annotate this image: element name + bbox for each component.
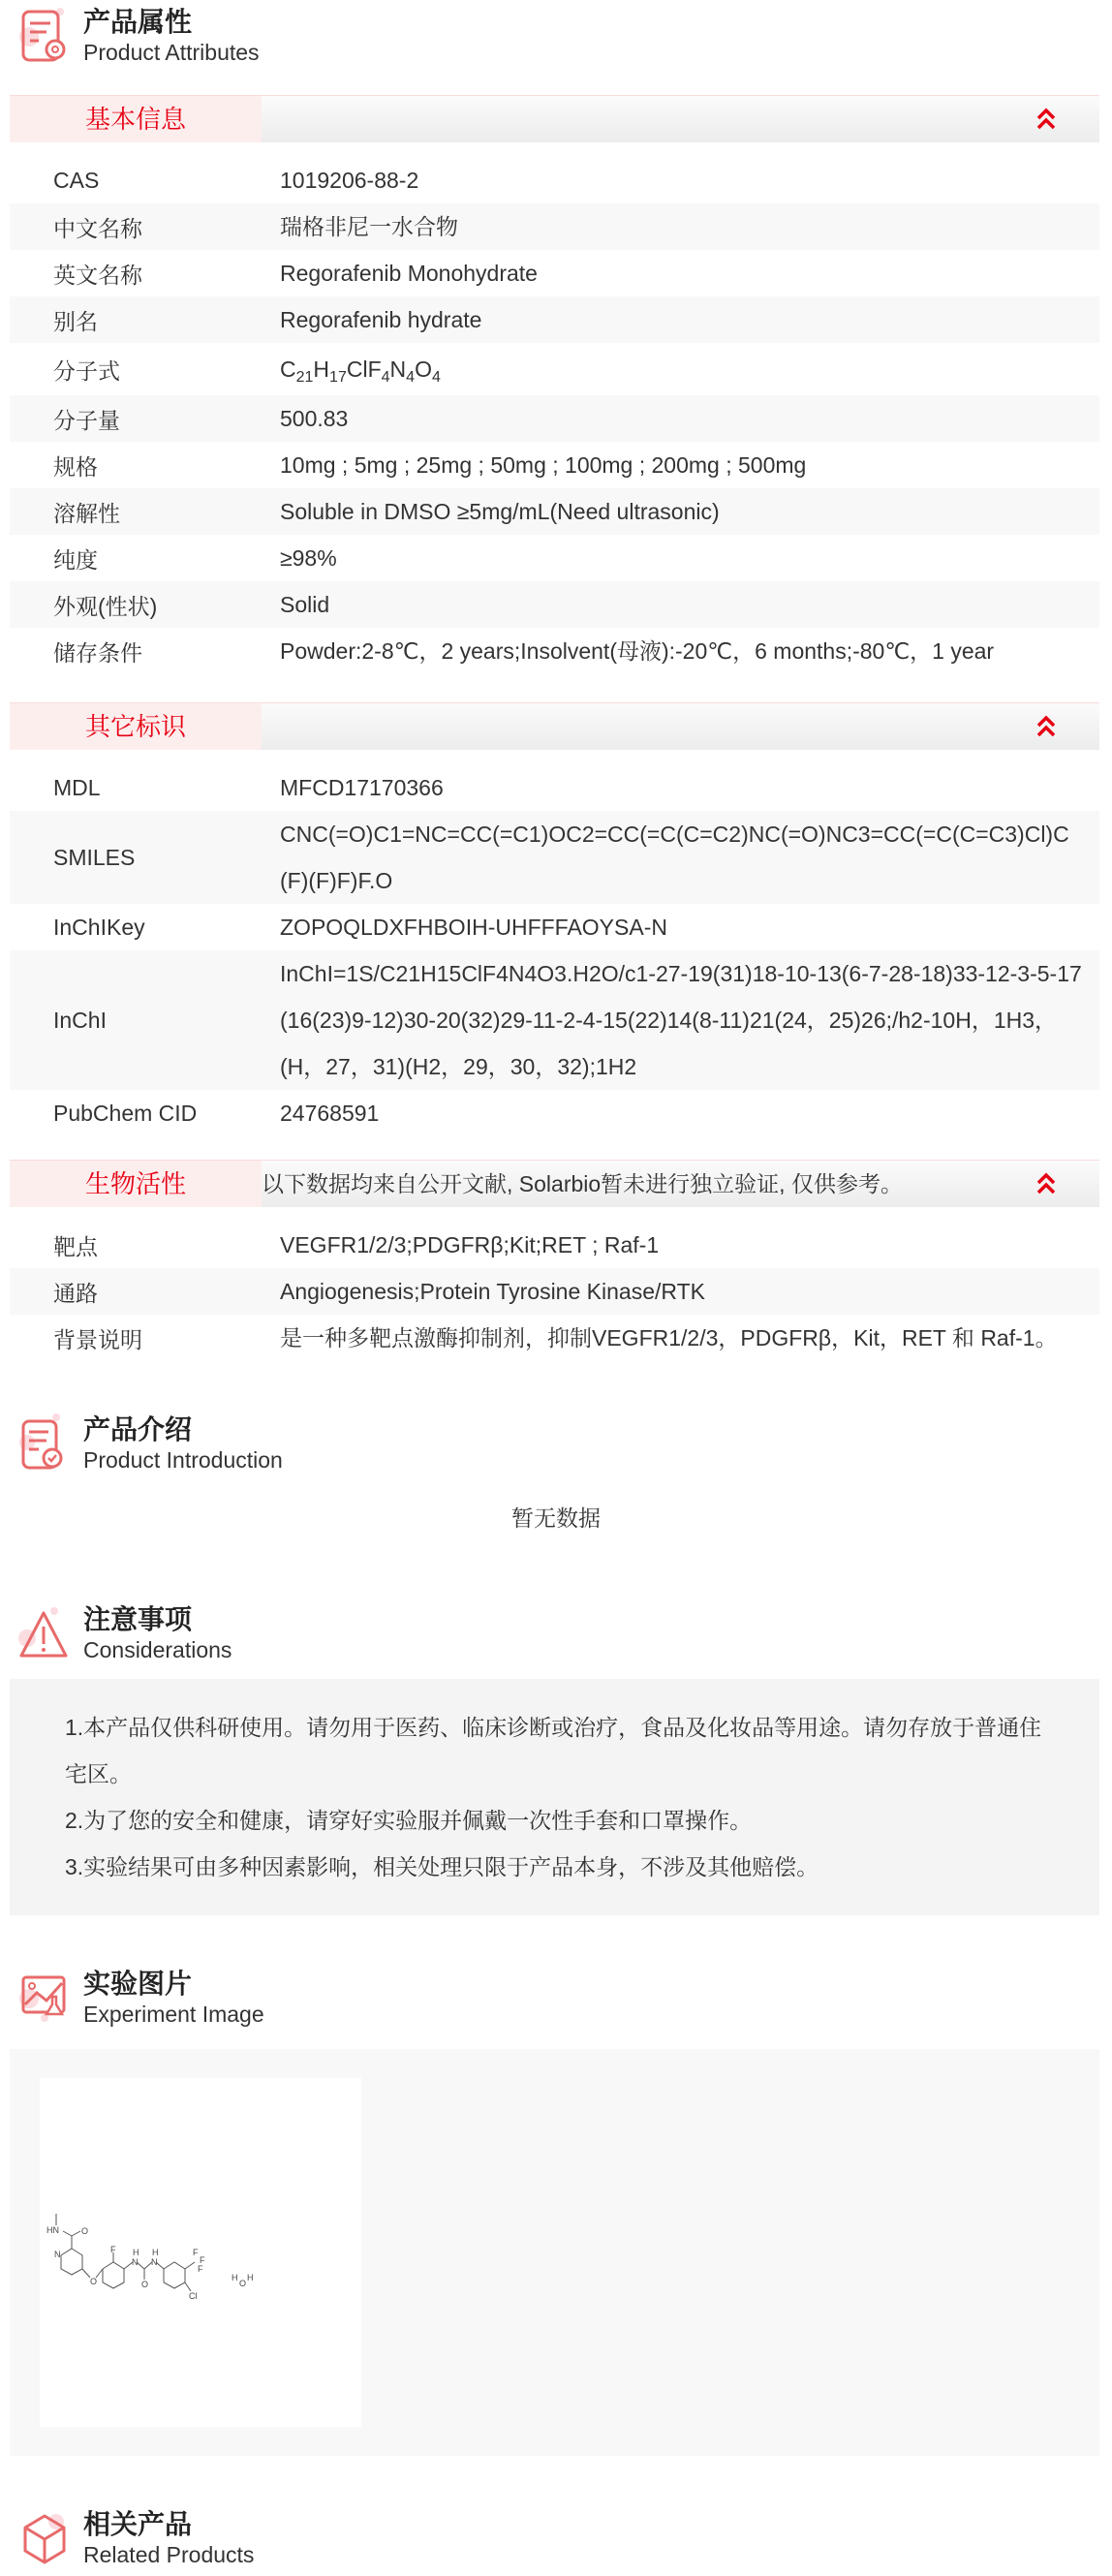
table-row — [10, 904, 1099, 950]
row-value: 1019206-88-2 — [280, 168, 419, 193]
section-header-experiment — [0, 1962, 1112, 2030]
section-title-en: Considerations — [83, 1637, 232, 1662]
row-value: CNC(=O)C1=NC=CC(=C1)OC2=CC(=C(C=C2)NC(=O)NC3=CC(=C(C=C3)Cl)C(F)(F)F)F.O — [280, 822, 1069, 893]
row-label: 规格 — [53, 453, 98, 480]
section-header-introduction — [0, 1408, 1112, 1475]
section-title-en: Experiment Image — [83, 2002, 264, 2027]
svg-text:N: N — [54, 2250, 61, 2259]
svg-text:H: H — [232, 2273, 238, 2282]
row-value: Regorafenib Monohydrate — [280, 261, 538, 286]
molecular-formula: $C_{21}H_{17}ClF_4N_4O_4$ — [280, 357, 441, 386]
row-label: InChI — [53, 1007, 107, 1033]
table-row — [10, 1222, 1099, 1268]
bio-activity-table — [10, 1222, 1099, 1361]
svg-text:H: H — [247, 2273, 254, 2282]
table-row — [10, 203, 1099, 250]
double-chevron-up-icon[interactable] — [1035, 1172, 1057, 1195]
consideration-item: 3.实验结果可由多种因素影响，相关处理只限于产品本身，不涉及其他赔偿。 — [65, 1854, 819, 1879]
table-row — [10, 1315, 1099, 1361]
basic-info-bar[interactable] — [10, 95, 1099, 142]
other-ids-table — [10, 764, 1099, 1136]
image-flask-icon — [17, 1968, 72, 2026]
table-row — [10, 535, 1099, 581]
cube-icon — [17, 2508, 72, 2566]
row-label: 储存条件 — [53, 639, 142, 666]
bio-activity-bar[interactable] — [10, 1160, 1099, 1207]
warning-triangle-icon — [17, 1603, 72, 1661]
svg-text:HN: HN — [46, 2225, 59, 2235]
table-row — [10, 764, 1099, 811]
double-chevron-up-icon[interactable] — [1035, 715, 1057, 738]
consideration-item: 1.本产品仅供科研使用。请勿用于医药、临床诊断或治疗，食品及化妆品等用途。请勿存放于普通住宅区。 — [65, 1715, 1042, 1786]
section-title-en: Related Products — [83, 2542, 255, 2567]
svg-text:F: F — [198, 2264, 203, 2274]
basic-info-table — [10, 157, 1099, 674]
row-label: 纯度 — [53, 546, 98, 573]
considerations-panel — [10, 1679, 1099, 1915]
row-value: 是一种多靶点激酶抑制剂，抑制VEGFR1/2/3，PDGFRβ，Kit，RET 和 Raf-1。 — [280, 1325, 1058, 1350]
disclaimer-note: 以下数据均来自公开文献, Solarbio暂未进行独立验证, 仅供参考。 — [262, 1171, 903, 1196]
consideration-item: 2.为了您的安全和健康，请穿好实验服并佩戴一次性手套和口罩操作。 — [65, 1808, 753, 1833]
table-row — [10, 296, 1099, 343]
row-label: 分子量 — [53, 407, 120, 433]
row-value: ZOPOQLDXFHBOIH-UHFFFAOYSA-N — [280, 915, 667, 940]
table-row — [10, 395, 1099, 442]
table-row — [10, 250, 1099, 296]
document-gear-icon — [17, 6, 72, 64]
row-value: 24768591 — [280, 1101, 380, 1126]
row-label: 外观(性状) — [53, 593, 158, 619]
svg-text:O: O — [141, 2280, 149, 2289]
row-label: SMILES — [53, 844, 136, 870]
row-label: InChIKey — [53, 914, 145, 940]
table-row — [10, 157, 1099, 203]
svg-text:F: F — [110, 2245, 116, 2254]
svg-text:H: H — [133, 2248, 139, 2257]
row-value: Angiogenesis;Protein Tyrosine Kinase/RTK — [280, 1279, 705, 1304]
section-header-considerations — [0, 1598, 1112, 1665]
section-header-related — [0, 2502, 1112, 2570]
row-label: CAS — [53, 167, 100, 193]
table-row — [10, 442, 1099, 488]
row-label: PubChem CID — [53, 1100, 198, 1126]
row-label: 靶点 — [53, 1233, 98, 1259]
row-value: MFCD17170366 — [280, 775, 444, 800]
section-title-en: Product Introduction — [83, 1447, 283, 1473]
row-value: Regorafenib hydrate — [280, 307, 482, 332]
table-row — [10, 343, 1099, 395]
section-header-attributes — [0, 0, 1112, 95]
row-label: MDL — [53, 774, 101, 800]
row-value: 500.83 — [280, 406, 349, 431]
document-check-icon — [17, 1413, 72, 1472]
experiment-image-panel — [10, 2049, 1099, 2456]
table-row — [10, 1090, 1099, 1136]
section-title-cn: 注意事项 — [83, 1604, 193, 1634]
svg-text:N: N — [151, 2257, 158, 2267]
row-value: InChI=1S/C21H15ClF4N4O3.H2O/c1-27-19(31)18-10-13(6-7-28-18)33-12-3-5-17(16(23)9-12)30-20(32)29-11-2-4-15(22)14(8-11)21(24，25)26;/h2-10H，1H3，(H，27，31)(H2，29，30，32);1H2 — [280, 961, 1082, 1079]
section-title-en: Product Attributes — [83, 40, 260, 65]
section-title-cn: 实验图片 — [83, 1969, 193, 1999]
row-label: 英文名称 — [53, 262, 142, 288]
table-row — [10, 1268, 1099, 1315]
empty-state: 暂无数据 — [511, 1505, 601, 1531]
row-label: 分子式 — [53, 357, 120, 384]
row-value: ≥98% — [280, 545, 337, 571]
table-row — [10, 950, 1099, 1090]
svg-text:F: F — [200, 2255, 205, 2265]
svg-text:O: O — [90, 2277, 98, 2286]
svg-text:Cl: Cl — [189, 2291, 198, 2301]
row-value: Powder:2-8℃，2 years;Insolvent(母液):-20℃，6 months;-80℃，1 year — [280, 638, 995, 664]
svg-text:O: O — [239, 2279, 247, 2288]
svg-text:N: N — [132, 2257, 139, 2267]
table-row — [10, 581, 1099, 628]
row-value: 10mg ; 5mg ; 25mg ; 50mg ; 100mg ; 200mg ; 500mg — [280, 452, 807, 478]
chemical-structure-image[interactable] — [40, 2078, 361, 2427]
row-label: 别名 — [53, 308, 98, 334]
section-title-cn: 产品属性 — [83, 7, 193, 37]
double-chevron-up-icon[interactable] — [1035, 108, 1057, 131]
other-ids-bar[interactable] — [10, 702, 1099, 750]
table-row — [10, 628, 1099, 674]
svg-text:O: O — [81, 2226, 89, 2236]
svg-text:H: H — [152, 2248, 159, 2257]
row-label: 溶解性 — [53, 500, 120, 526]
row-label: 背景说明 — [53, 1326, 142, 1352]
regorafenib-structure-diagram — [40, 2078, 361, 2427]
section-title-cn: 相关产品 — [83, 2509, 193, 2539]
basic-info-tab[interactable]: 基本信息 — [10, 96, 262, 142]
section-title-cn: 产品介绍 — [83, 1414, 193, 1444]
row-label: 中文名称 — [53, 215, 142, 241]
bio-activity-tab[interactable]: 生物活性 — [10, 1161, 262, 1207]
other-ids-tab[interactable]: 其它标识 — [10, 703, 262, 750]
row-value: 瑞格非尼一水合物 — [280, 214, 458, 239]
table-row — [10, 488, 1099, 535]
row-value: VEGFR1/2/3;PDGFRβ;Kit;RET ; Raf-1 — [280, 1232, 660, 1257]
svg-text:F: F — [193, 2248, 199, 2257]
row-label: 通路 — [53, 1280, 98, 1306]
row-value: Soluble in DMSO ≥5mg/mL(Need ultrasonic) — [280, 499, 720, 524]
row-value: Solid — [280, 592, 330, 617]
table-row — [10, 811, 1099, 904]
